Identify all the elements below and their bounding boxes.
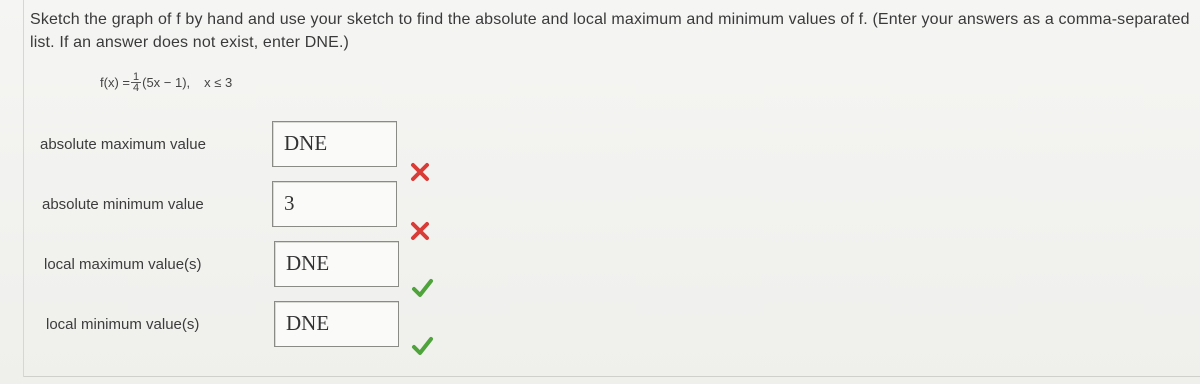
absolute-minimum-label: absolute minimum value: [42, 196, 204, 213]
check-mark-icon: [410, 276, 434, 300]
local-minimum-input[interactable]: DNE: [274, 301, 399, 347]
local-minimum-label: local minimum value(s): [46, 316, 200, 333]
function-rhs: (5x − 1),: [142, 75, 191, 90]
function-lhs: f(x) =: [100, 75, 130, 90]
fraction-numerator: 1: [132, 71, 140, 83]
question-instructions: Sketch the graph of f by hand and use your sketch to find the absolute and local maximum and minimum values of f. (Enter your answers as a comma-separated list. If an answer does not exist, enter DNE.): [30, 11, 1190, 51]
check-mark-icon: [410, 334, 434, 358]
function-definition: [100, 72, 232, 93]
function-domain: x ≤ 3: [204, 75, 233, 90]
x-mark-icon: [408, 219, 432, 243]
absolute-maximum-input[interactable]: DNE: [272, 121, 397, 167]
fraction: [131, 72, 141, 93]
panel-border-left: [23, 0, 24, 377]
fraction-denominator: 4: [132, 82, 140, 94]
local-maximum-label: local maximum value(s): [44, 256, 202, 273]
x-mark-icon: [408, 160, 432, 184]
panel-border-bottom: [24, 376, 1200, 377]
absolute-maximum-label: absolute maximum value: [40, 136, 206, 153]
absolute-minimum-input[interactable]: 3: [272, 181, 397, 227]
local-maximum-input[interactable]: DNE: [274, 241, 399, 287]
